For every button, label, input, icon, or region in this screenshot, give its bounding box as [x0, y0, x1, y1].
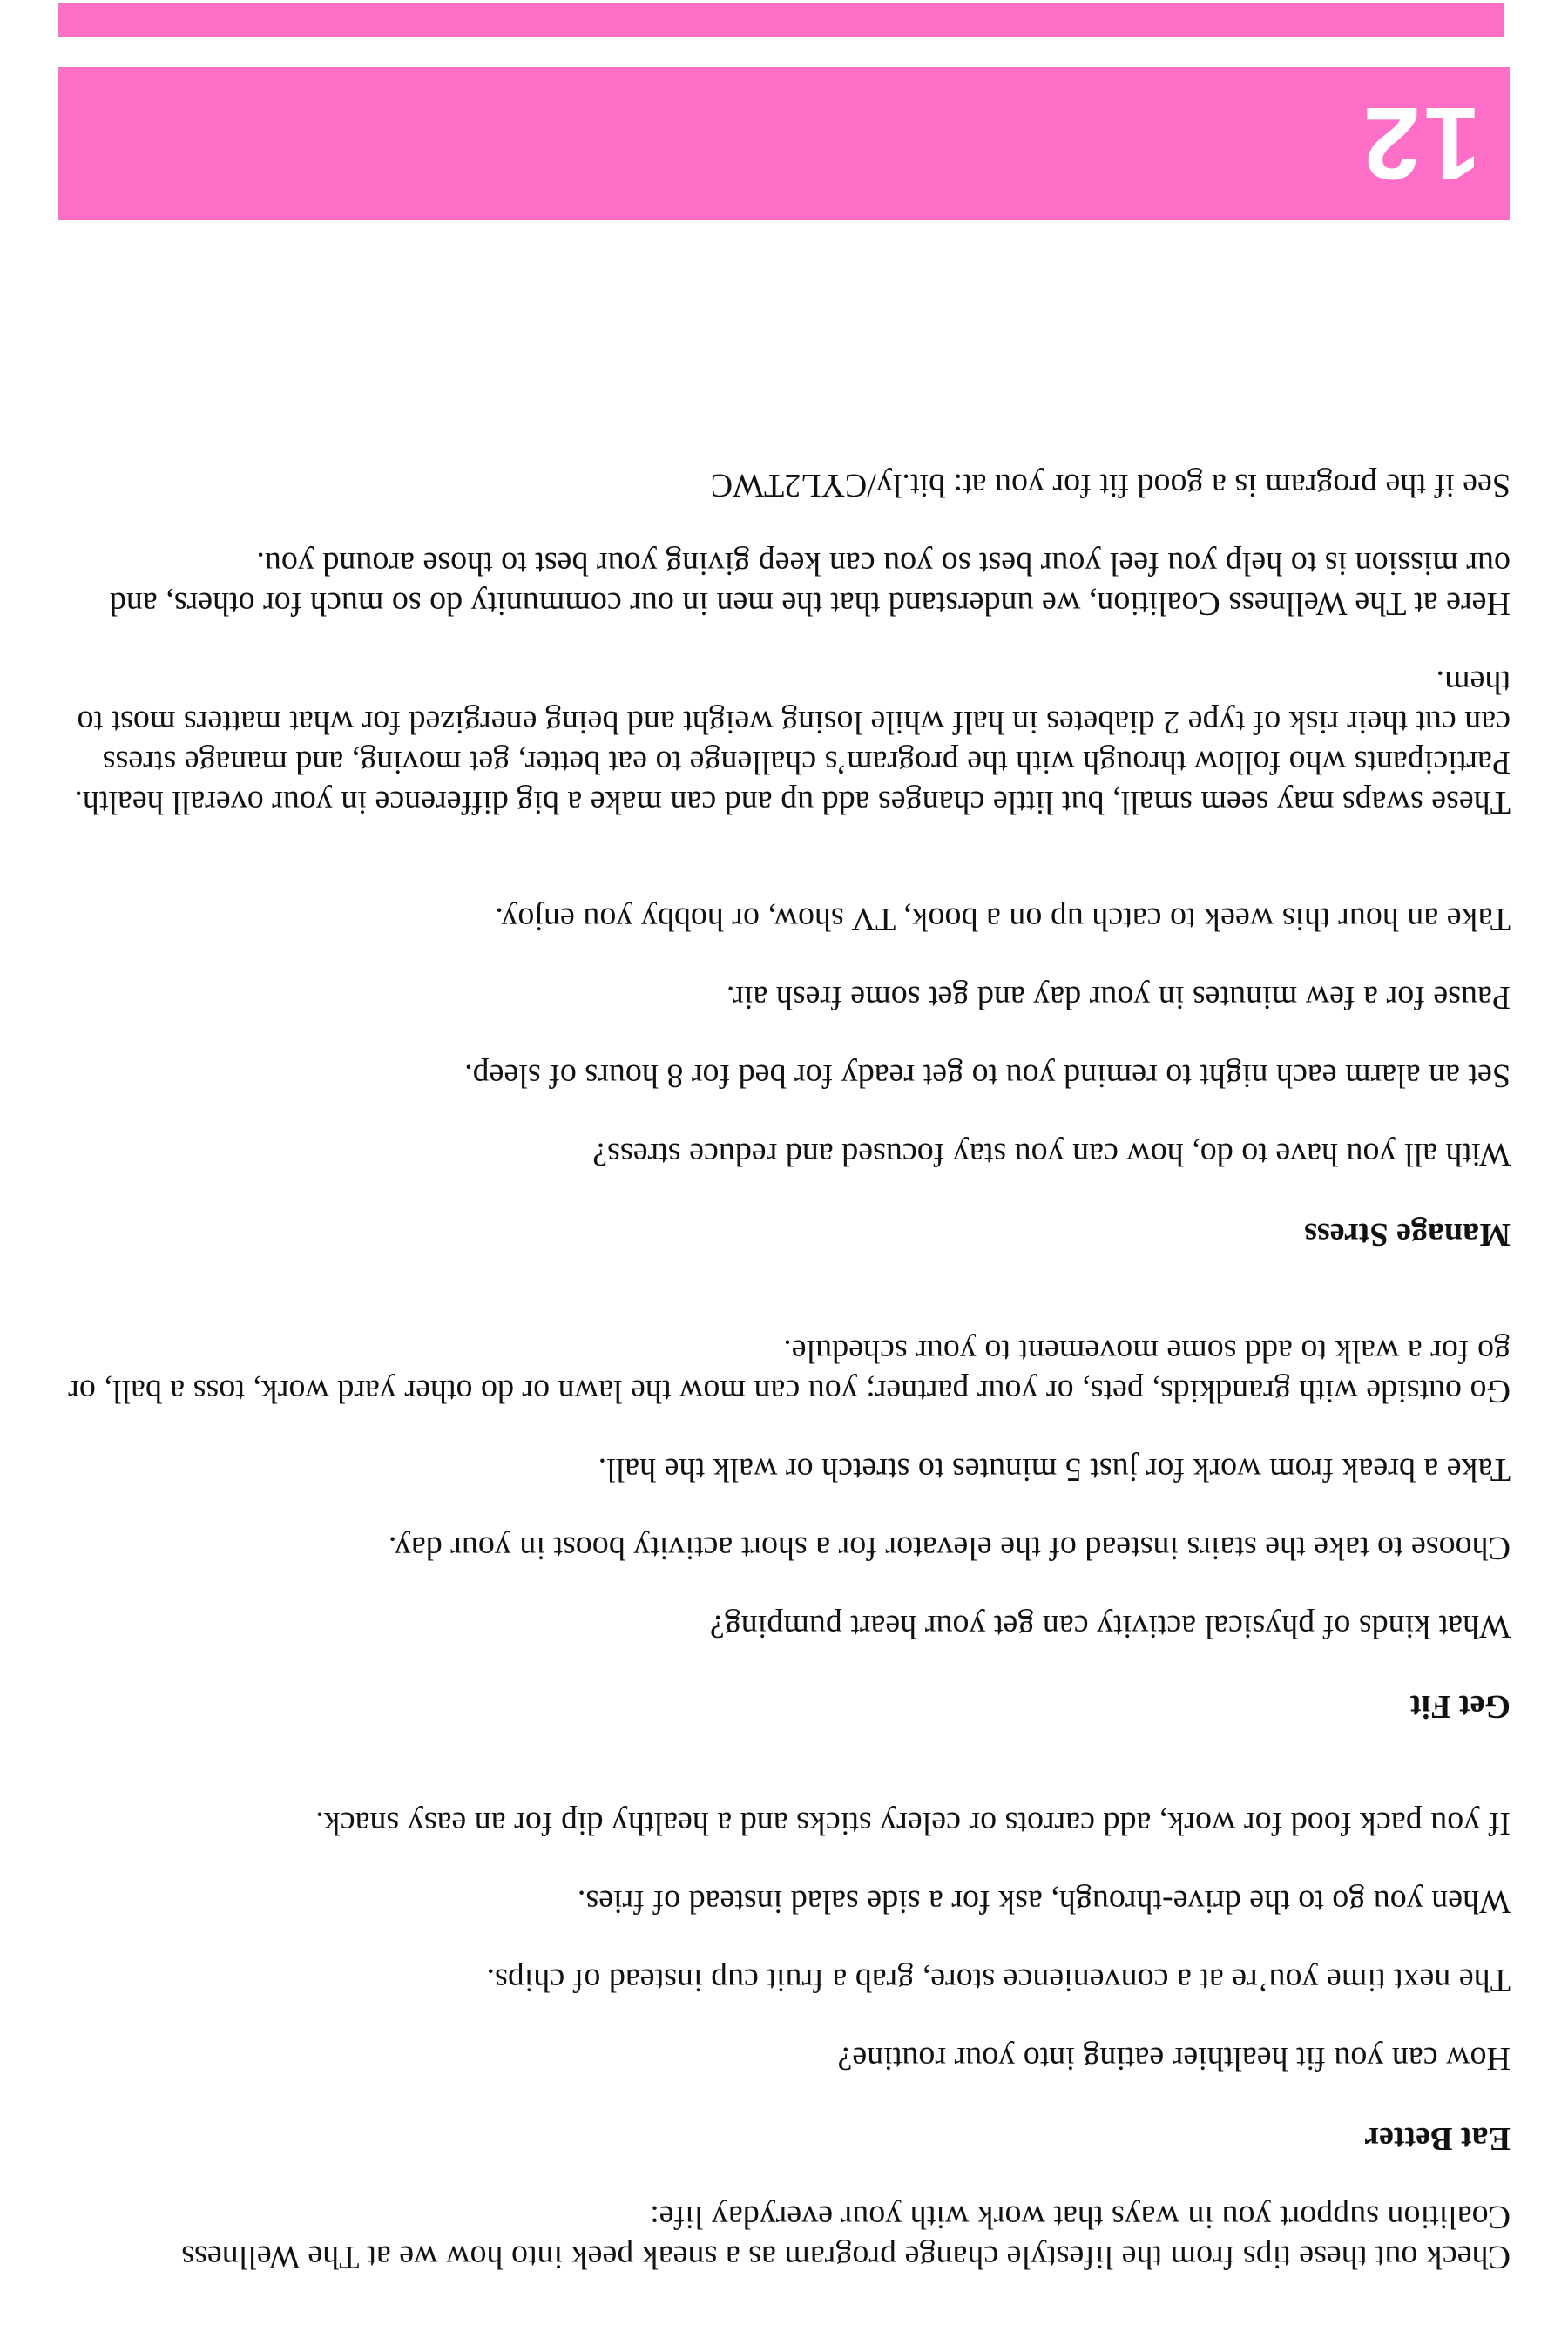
section-spacer	[59, 822, 1511, 861]
section-question: How can you fit healthier eating into your routine?	[837, 2040, 1511, 2077]
footer-accent-bar	[58, 3, 1504, 37]
intro-paragraph: Check out these tips from the lifestyle change program as a sneak peek into how we at The Wellness Coalition support you in ways that work with your everyday life:	[181, 2199, 1511, 2275]
tip-item: The next time you’re at a convenience store, grab a fruit cup instead of chips.	[486, 1962, 1511, 1998]
section-question: With all you have to do, how can you stay focused and reduce stress?	[592, 1136, 1511, 1173]
closing-paragraph-link: See if the program is a good fit for you at: bit.ly/CYL2TWC	[710, 467, 1511, 504]
closing-paragraph-mission: Here at The Wellness Coalition, we understand that the men in our community do so much for others, and our mission is to help you feel your best so you can keep giving your best to those around you.	[109, 545, 1511, 622]
tip-item: Choose to take the stairs instead of the elevator for a short activity boost in your day.	[388, 1530, 1511, 1566]
tip-item: Go outside with grandkids, pets, or your partner; you can mow the lawn or do other yard work, toss a ball, or go for a walk to add some movement to your schedule.	[68, 1333, 1511, 1409]
tip-item: If you pack food for work, add carrots or celery sticks and a healthy dip for an easy snack.	[315, 1805, 1511, 1842]
closing-paragraph-impact: These swaps may seem small, but little changes add up and can make a big difference in your overall health. Participants who follow through with the program’s challenge to eat better, get moving, and manage stress can cut their risk of type 2 diabetes in half while losing weight and being energized for what matters most to them.	[74, 664, 1511, 821]
section-spacer	[59, 1727, 1511, 1765]
section-heading-get-fit: Get Fit	[1409, 1688, 1511, 1725]
tip-item: Set an alarm each night to remind you to get ready for bed for 8 hours of sleep.	[464, 1058, 1511, 1094]
tip-item: Pause for a few minutes in your day and get some fresh air.	[726, 979, 1511, 1016]
tip-item: Take a break from work for just 5 minutes to stretch or walk the hall.	[598, 1451, 1511, 1488]
section-heading-eat-better: Eat Better	[1364, 2120, 1511, 2157]
section-heading-manage-stress: Manage Stress	[1304, 1216, 1511, 1253]
section-spacer	[59, 1254, 1511, 1293]
section-question: What kinds of physical activity can get your heart pumping?	[709, 1608, 1511, 1645]
article-body	[59, 427, 1511, 2277]
tip-item: Take an hour this week to catch up on a book, TV show, or hobby you enjoy.	[495, 901, 1511, 937]
page-number: 12	[1359, 85, 1481, 200]
tip-item: When you go to the drive-through, ask for a side salad instead of fries.	[577, 1883, 1511, 1920]
